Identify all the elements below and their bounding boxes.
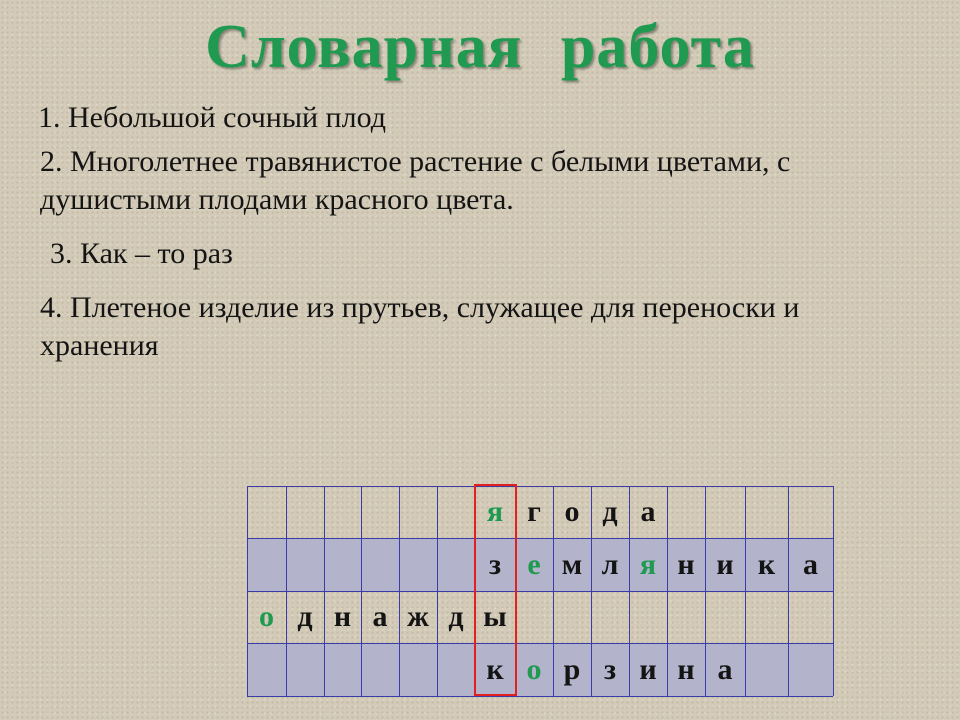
- question-3: 3. Как – то раз: [50, 237, 233, 270]
- crossword-letter: о: [259, 600, 274, 633]
- crossword-letter: н: [677, 548, 695, 581]
- crossword-letter: н: [677, 653, 695, 686]
- question-2: 2. Многолетнее травянистое растение с белыми цветами, с душистыми плодами красного цвета.: [40, 145, 791, 216]
- question-4: 4. Плетеное изделие из прутьев, служащее для переноски и хранения: [40, 291, 800, 362]
- crossword-letter: и: [716, 548, 734, 581]
- crossword-letter: е: [527, 548, 541, 581]
- crossword-letter: и: [639, 653, 657, 686]
- crossword-letter: м: [561, 548, 583, 581]
- crossword-letter: я: [486, 495, 504, 528]
- crossword-letter: к: [486, 653, 504, 686]
- crossword-letter: ы: [483, 600, 507, 633]
- slide-title: Словарная работа: [205, 13, 755, 81]
- crossword-grid: [247, 486, 833, 696]
- grid-line-horizontal: [247, 696, 833, 697]
- crossword-letter: з: [603, 653, 617, 686]
- crossword-letter: л: [601, 548, 619, 581]
- crossword-letter: н: [333, 600, 352, 633]
- crossword-letter: д: [448, 600, 464, 633]
- crossword-letter: а: [717, 653, 733, 686]
- crossword-letter: к: [757, 548, 776, 581]
- crossword-letter: г: [527, 495, 541, 528]
- crossword-letter: а: [372, 600, 388, 633]
- crossword-letter: а: [640, 495, 656, 528]
- question-1: 1. Небольшой сочный плод: [38, 101, 386, 134]
- grid-line-vertical: [833, 486, 834, 696]
- crossword-letter: я: [639, 548, 657, 581]
- crossword-letter: р: [563, 653, 581, 686]
- crossword-letter: д: [297, 600, 313, 633]
- crossword-letter: з: [488, 548, 502, 581]
- crossword-letter: о: [564, 495, 580, 528]
- crossword-letter: д: [602, 495, 618, 528]
- crossword-letter: о: [526, 653, 542, 686]
- crossword-letter: а: [803, 548, 818, 581]
- crossword-letter: ж: [407, 600, 429, 633]
